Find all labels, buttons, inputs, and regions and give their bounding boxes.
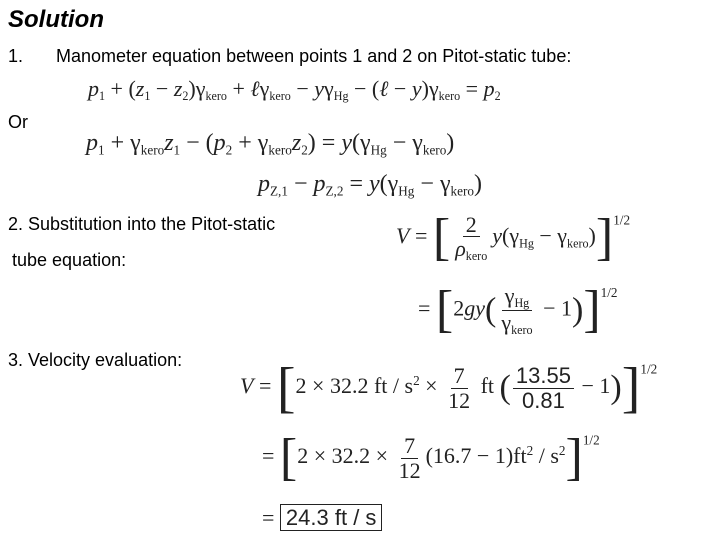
rearranged-equation: $p_1 + \gamma_{kero}z_1 - (p_2 + \gamma_{kero}z_2) = y(\gamma_{Hg} - \gamma_{kero})$ [86, 130, 455, 158]
pitot-velocity-equation: V = [ $\frac{2}{\rho_{kero}}$ $y(\gamma_{Hg} - \gamma_{kero})]^{1/2}$ [396, 209, 631, 266]
piezometric-equation: $p_{Z,1} - p_{Z,2} = y(\gamma_{Hg} - \gamma_{kero})$ [258, 171, 482, 199]
solution-title: Solution [8, 6, 104, 33]
step2-line1: 2. Substitution into the Pitot-static [8, 214, 276, 234]
result-box: 24.3 ft / s [280, 504, 383, 531]
step3-text: 3. Velocity evaluation: [8, 350, 183, 370]
step1-number: 1. [8, 46, 24, 66]
or-label: Or [8, 112, 28, 132]
step2-line2: tube equation: [12, 250, 127, 270]
velocity-simplified-equation: = [2 × 32.2 × $\frac{7}{12}$ $(16.7 - 1)ft^2 / s^2]^{1/2}$ [262, 429, 600, 486]
velocity-result: = 24.3 ft / s [262, 505, 382, 531]
velocity-numeric-equation: V = [2 × 32.2 ft / $s^2$ × $\frac{7}{12}$ ft ( $\frac{13.55}{0.81}$ − 1)]$^{1/2}$ [240, 357, 658, 419]
manometer-equation: $p_1 + (z_1 - z_2)\gamma_{kero}$ + ℓγ$_{kero}$ − $y\gamma_{Hg}$ − (ℓ − $y)\gamma_{kero} = p_2$ [88, 76, 501, 104]
step1-text: Manometer equation between points 1 and 2 on Pitot-static tube: [56, 46, 572, 66]
pitot-velocity-simplified: = [2gy( $\frac{\gamma_{Hg}}{\gamma_{kero}}$ − 1)]$^{1/2}$ [418, 281, 618, 339]
